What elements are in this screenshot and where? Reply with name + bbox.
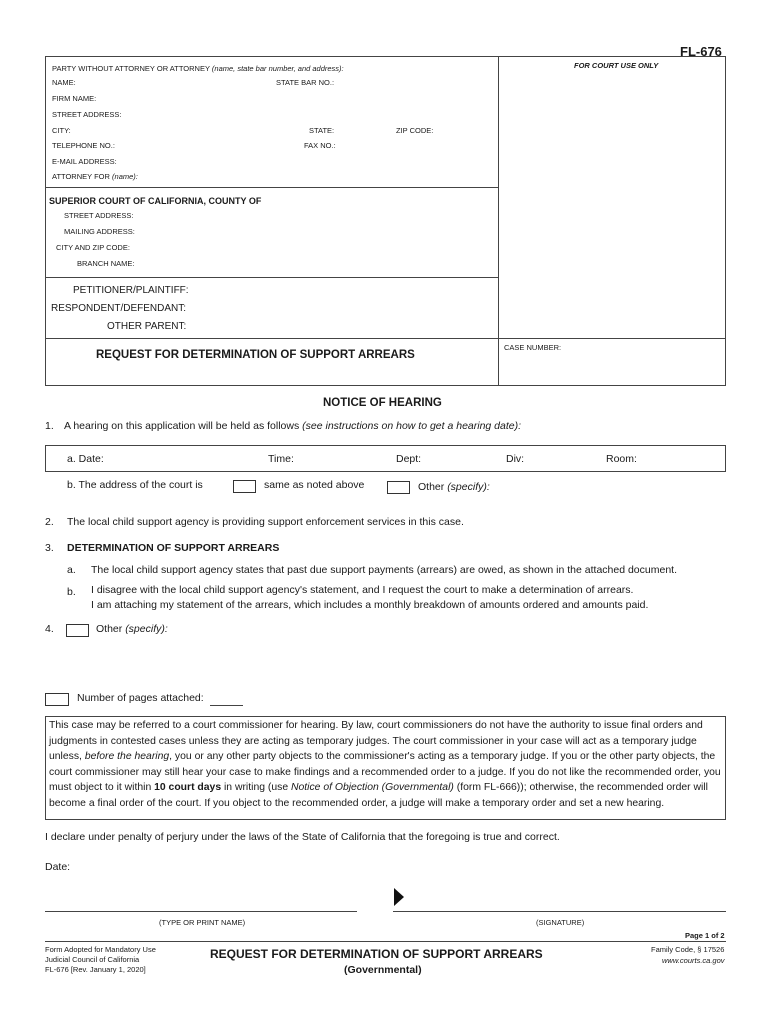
court-street-label: STREET ADDRESS: bbox=[64, 211, 134, 220]
item-1-text: A hearing on this application will be held as follows (see instructions on how to get a hearing date): bbox=[64, 420, 522, 432]
form-number: FL-676 bbox=[680, 44, 722, 59]
zip-label: ZIP CODE: bbox=[396, 126, 434, 135]
other-address-checkbox[interactable] bbox=[387, 481, 410, 494]
item-2-number: 2. bbox=[45, 516, 54, 528]
adopted-line-2: Judicial Council of California bbox=[45, 955, 140, 964]
signature-line bbox=[393, 911, 726, 912]
footer-rule bbox=[45, 941, 726, 942]
family-code-citation: Family Code, § 17526 bbox=[651, 945, 725, 954]
item-2-text: The local child support agency is providing support enforcement services in this case. bbox=[67, 516, 464, 528]
name-signature-line bbox=[45, 911, 357, 912]
time-label: Time: bbox=[268, 453, 294, 465]
caption-frame bbox=[45, 56, 726, 386]
declaration-date-label: Date: bbox=[45, 861, 71, 873]
dept-label: Dept: bbox=[396, 453, 422, 465]
courts-website: www.courts.ca.gov bbox=[662, 956, 725, 965]
respondent-label: RESPONDENT/DEFENDANT: bbox=[51, 303, 187, 314]
page-number: Page 1 of 2 bbox=[685, 931, 725, 940]
court-use-label: FOR COURT USE ONLY bbox=[574, 61, 659, 70]
same-as-above-checkbox[interactable] bbox=[233, 480, 256, 493]
court-address-label: b. The address of the court is bbox=[67, 479, 203, 491]
footer-subtitle: (Governmental) bbox=[344, 964, 422, 976]
declaration-text: I declare under penalty of perjury under the laws of the State of California that the foregoing is true and correct. bbox=[45, 831, 560, 843]
form-title: REQUEST FOR DETERMINATION OF SUPPORT ARREARS bbox=[96, 349, 415, 361]
item-3-number: 3. bbox=[45, 542, 54, 554]
state-bar-label: STATE BAR NO.: bbox=[276, 78, 335, 87]
item-1-number: 1. bbox=[45, 420, 54, 432]
court-mailing-label: MAILING ADDRESS: bbox=[64, 227, 135, 236]
item-3a-text: The local child support agency states that past due support payments (arrears) are owed, as shown in the attached document. bbox=[91, 564, 677, 576]
adopted-line-1: Form Adopted for Mandatory Use bbox=[45, 945, 156, 954]
item-3-title: DETERMINATION OF SUPPORT ARREARS bbox=[67, 542, 280, 554]
item-4-other-checkbox[interactable] bbox=[66, 624, 89, 637]
same-as-above-label: same as noted above bbox=[264, 479, 365, 491]
other-address-label: Other (specify): bbox=[418, 481, 490, 493]
petitioner-label: PETITIONER/PLAINTIFF: bbox=[73, 285, 189, 296]
room-label: Room: bbox=[606, 453, 637, 465]
notice-heading: NOTICE OF HEARING bbox=[323, 397, 442, 409]
date-label: a. Date: bbox=[67, 453, 104, 465]
court-title: SUPERIOR COURT OF CALIFORNIA, COUNTY OF bbox=[49, 196, 262, 206]
div-label: Div: bbox=[506, 453, 525, 465]
pages-attached-checkbox[interactable] bbox=[45, 693, 69, 706]
telephone-label: TELEPHONE NO.: bbox=[52, 141, 115, 150]
other-parent-label: OTHER PARENT: bbox=[107, 321, 187, 332]
item-3b-text-1: I disagree with the local child support agency's statement, and I request the court to make a determination of arrears. bbox=[91, 584, 634, 596]
signature-arrow-icon bbox=[393, 887, 405, 907]
item-3a-label: a. bbox=[67, 564, 76, 576]
city-label: CITY: bbox=[52, 126, 71, 135]
name-label: NAME: bbox=[52, 78, 76, 87]
pages-attached-label: Number of pages attached: bbox=[77, 692, 204, 704]
party-label: PARTY WITHOUT ATTORNEY OR ATTORNEY (name, state bar number, and address): bbox=[52, 64, 344, 73]
attorney-for-label: ATTORNEY FOR (name): bbox=[52, 172, 138, 181]
commissioner-notice-text: This case may be referred to a court commissioner for hearing. By law, court commissioners do not have the authority to issue final orders and judgments in contested cases unless they are acting as temporary judges. The court commissioner in your case will act as a temporary judge unless, before the hearing, you or any other party objects to the commissioner's acting as a temporary judge. If you or the other party objects, the court commissioner may still hear your case to make findings and a recommended order to a judge. If you do not like the recommended order, you must object to it within 10 court days in writing (use Notice of Objection (Governmental) (form FL-666)); otherwise, the recommended order will become a final order of the court. If you object to the recommended order, a judge will make a temporary order and set a new hearing. bbox=[49, 720, 721, 809]
court-city-zip-label: CITY AND ZIP CODE: bbox=[56, 243, 130, 252]
state-label: STATE: bbox=[309, 126, 335, 135]
item-3b-text-2: I am attaching my statement of the arrears, which includes a monthly breakdown of amounts ordered and amounts paid. bbox=[91, 599, 649, 611]
signature-label: (SIGNATURE) bbox=[536, 918, 585, 927]
email-label: E-MAIL ADDRESS: bbox=[52, 157, 117, 166]
item-4-other-label: Other (specify): bbox=[96, 623, 168, 635]
case-number-label: CASE NUMBER: bbox=[504, 343, 562, 352]
street-address-label: STREET ADDRESS: bbox=[52, 110, 122, 119]
footer-title: REQUEST FOR DETERMINATION OF SUPPORT ARREARS bbox=[210, 947, 543, 961]
adopted-line-3: FL-676 [Rev. January 1, 2020] bbox=[45, 965, 146, 974]
item-3b-label: b. bbox=[67, 586, 76, 598]
fax-label: FAX NO.: bbox=[304, 141, 336, 150]
item-4-number: 4. bbox=[45, 623, 54, 635]
branch-name-label: BRANCH NAME: bbox=[77, 259, 135, 268]
firm-name-label: FIRM NAME: bbox=[52, 94, 97, 103]
type-print-name-label: (TYPE OR PRINT NAME) bbox=[159, 918, 246, 927]
